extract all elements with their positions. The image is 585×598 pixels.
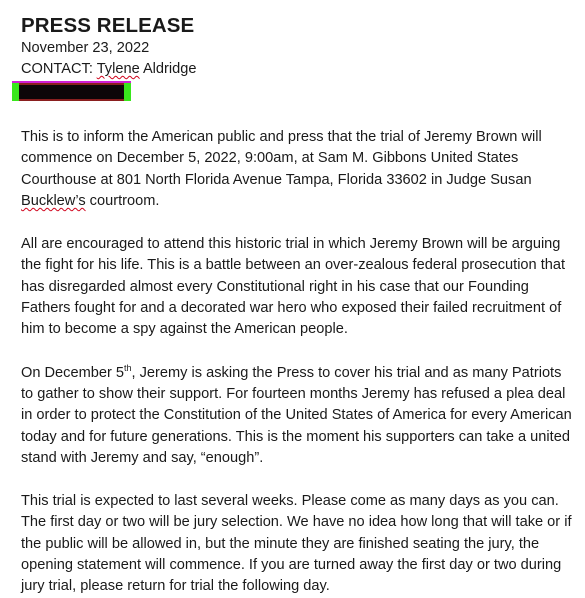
paragraph-december-5 (21, 363, 577, 469)
contact-label: CONTACT: (21, 61, 93, 77)
document-page (21, 14, 577, 598)
contact-first-name: Tylene (96, 61, 140, 77)
judge-name-misspelled: Bucklew’s (21, 192, 86, 209)
paragraph-1-end: courtroom. (85, 192, 160, 209)
paragraph-1-text: This is to inform the American public and press that the trial of Jeremy Brown will commence on December 5, 2022, 9:00am, at Sam M. Gibbons United States Courthouse at 801 North Florida Avenue Tampa, Florida 33602 in Judge Susan (21, 129, 542, 188)
press-release-title: PRESS RELEASE (21, 14, 195, 37)
redaction-row (21, 81, 577, 105)
ordinal-superscript: th (124, 362, 132, 373)
paragraph-3-text: , Jeremy is asking the Press to cover his trial and as many Patriots to gather to show their support. For fourteen months Jeremy has refused a plea deal in order to protect the Constitution of the United States of America for every American today and for future generations. This is the moment his supporters can take a united stand with Jeremy and say, “enough”. (21, 364, 572, 466)
paragraph-trial-announcement (21, 127, 577, 212)
paragraph-3-start: On December 5 (21, 364, 125, 381)
contact-last-name: Aldridge (142, 61, 197, 77)
redacted-phone-block (12, 83, 131, 101)
paragraph-trial-duration: This trial is expected to last several weeks. Please come as many days as you can. The first day or two will be jury selection. We have no idea how long that will take or if the public will be allowed in, but the minute they are finished seating the jury, the opening statement will commence. If you are turned away the first day or two during jury trial, please return for trial the following day. (21, 493, 572, 595)
contact-line (21, 59, 577, 80)
paragraph-encouragement: All are encouraged to attend this historic trial in which Jeremy Brown will be arguing the fight for his life. This is a battle between an over-zealous federal prosecution that has disregarded almost every Constitutional right in his case that our Founding Fathers fought for and a decorated war hero who exposed their failed recruitment of him to become a spy against the American people. (21, 236, 566, 338)
release-date: November 23, 2022 (21, 40, 150, 56)
